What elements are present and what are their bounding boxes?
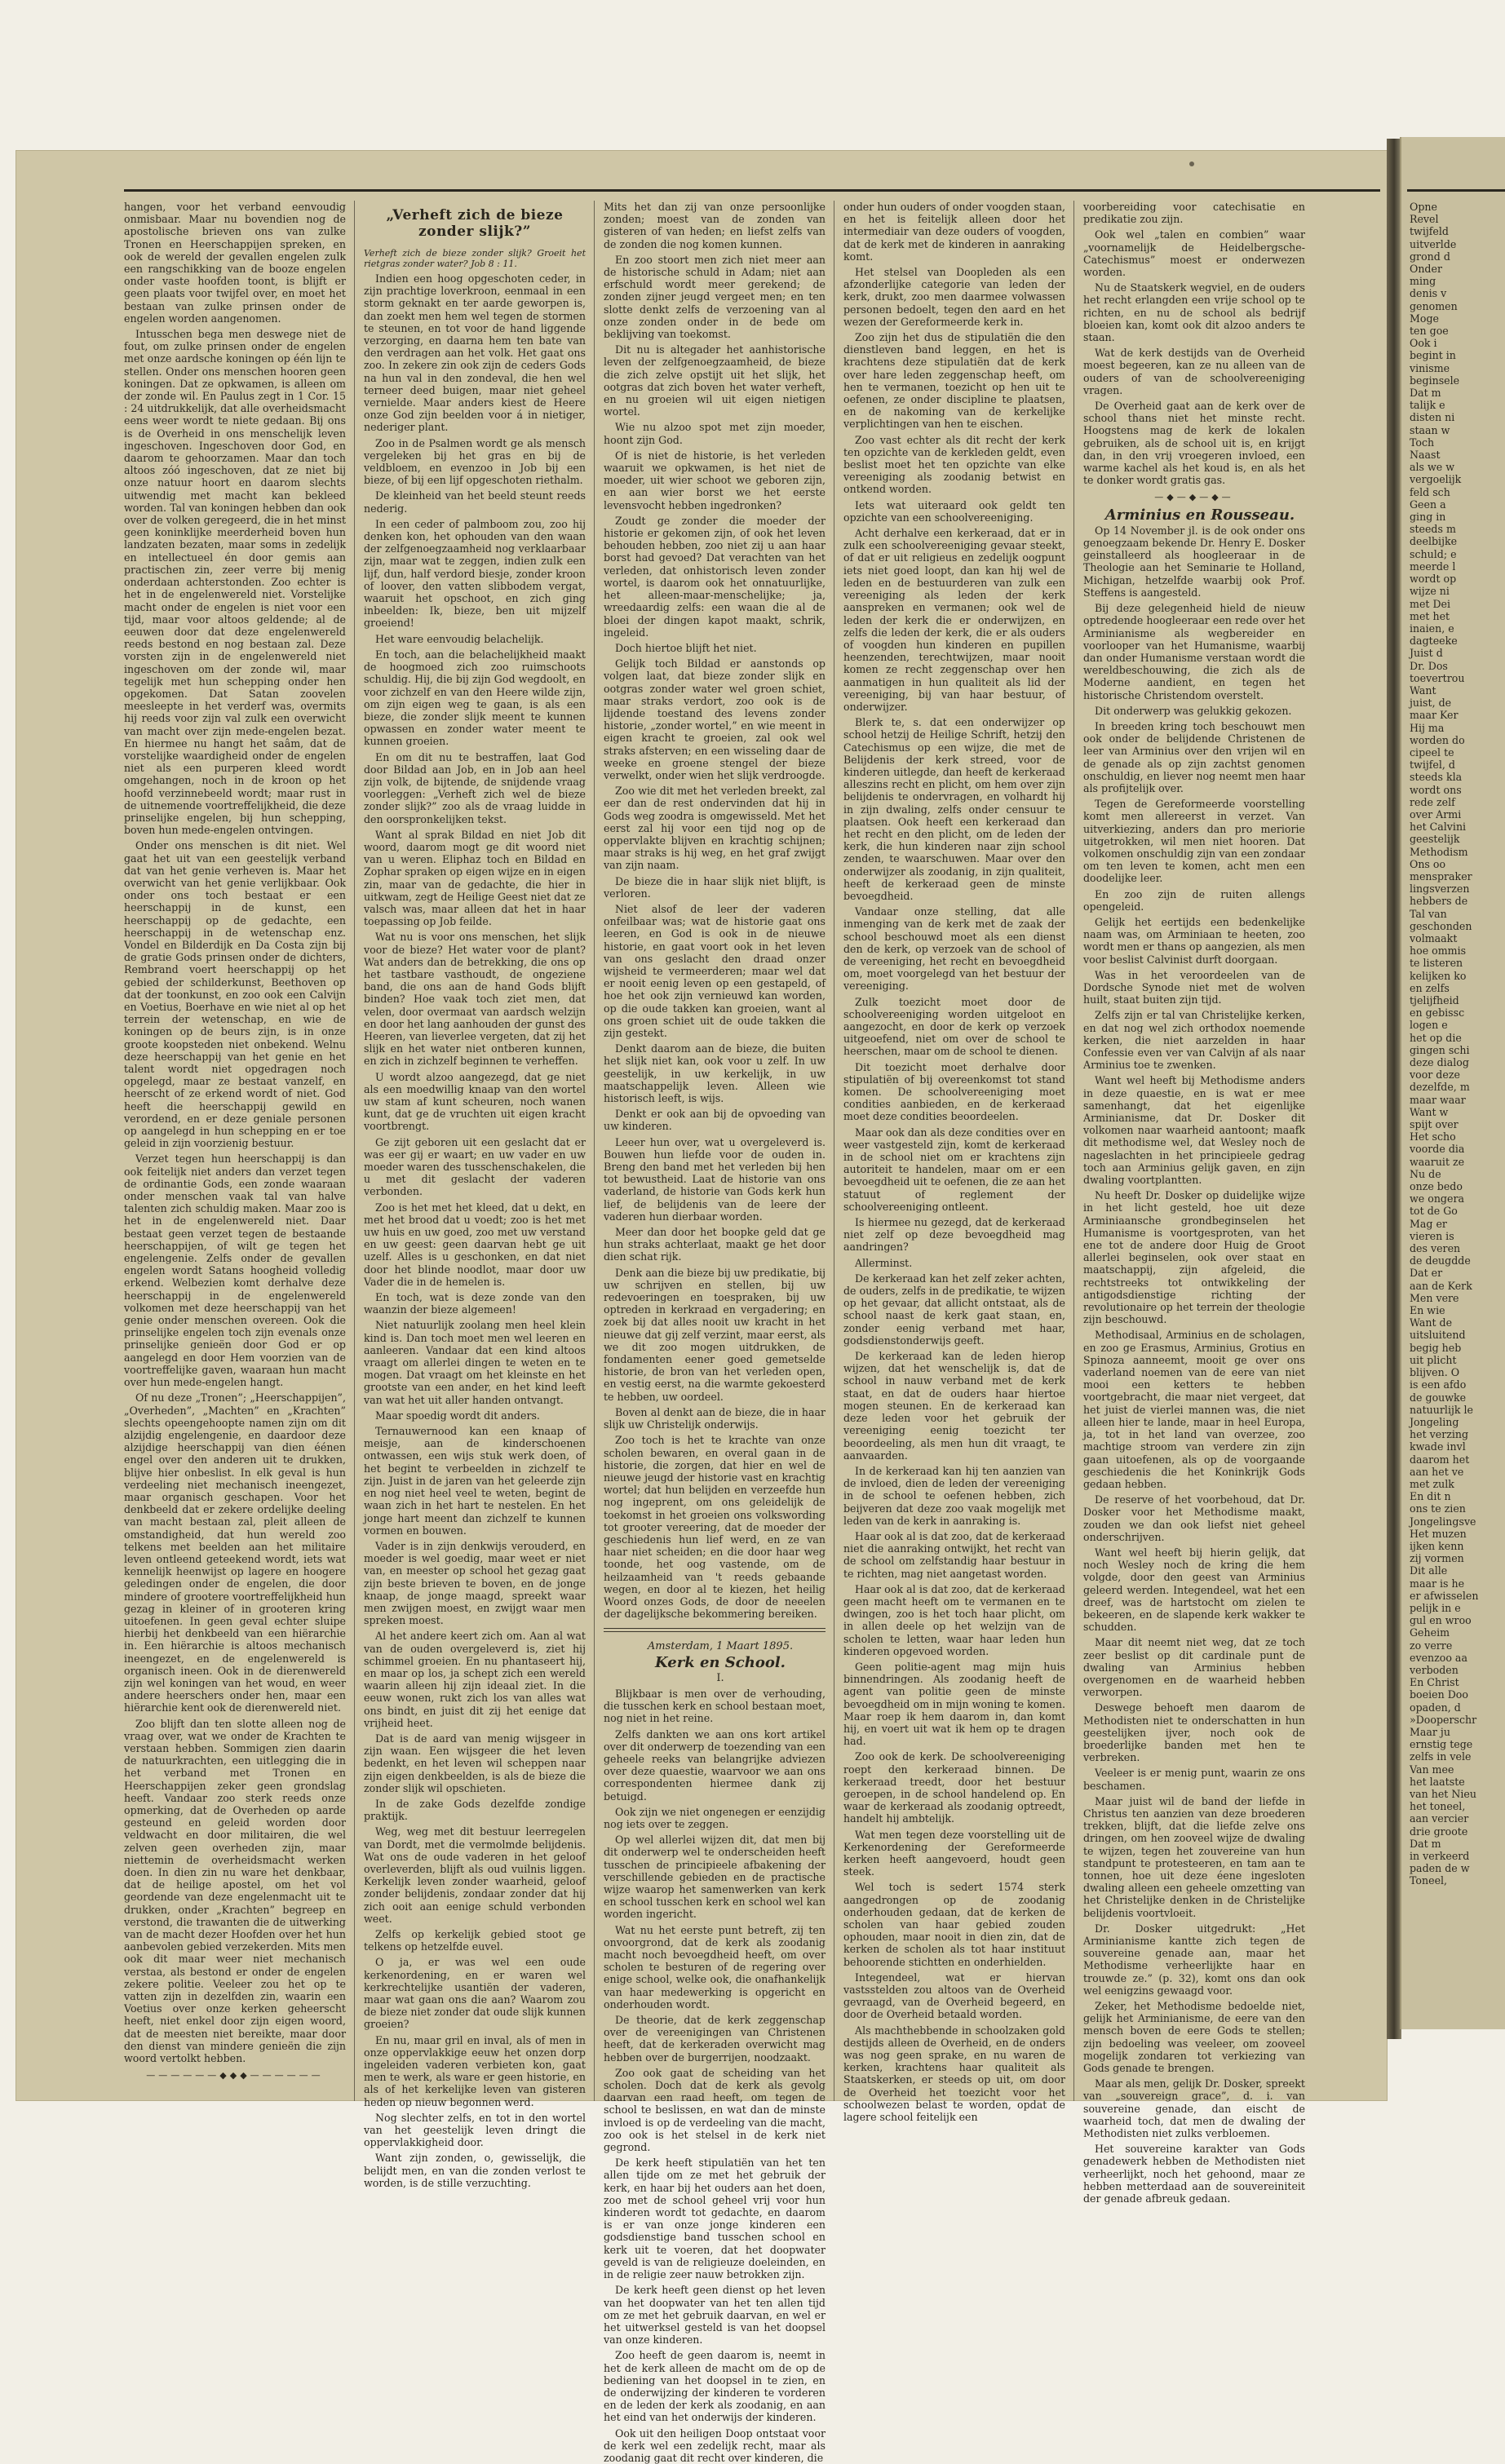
fragment-line: gingen schi — [1410, 1043, 1470, 1056]
paragraph: voorbereiding voor catechisatie en predikatie zou zijn. — [1083, 201, 1305, 226]
fragment-line: Van mee — [1410, 1763, 1454, 1776]
fragment-line: het verzing — [1410, 1428, 1469, 1441]
fragment-line: als we w — [1410, 461, 1455, 474]
fragment-line: Tal van — [1410, 907, 1447, 920]
fragment-line: opaden, d — [1410, 1701, 1461, 1714]
fragment-line: grond d — [1410, 250, 1450, 263]
fragment-line: uitsluitend — [1410, 1329, 1466, 1342]
fragment-line: is een afdo — [1410, 1378, 1467, 1391]
paragraph: Mits het dan zij van onze persoonlijke zonden; moest van de zonden van gisteren of van heden; en liefst zelfs van de zonden die nog komen kunnen. — [604, 201, 826, 250]
paragraph: Niet alsof de leer der vaderen onfeilbaar was; wat de historie gaat ons leeren, en God is ook in de nieuwe historie, en gaat voort ook in het leven van ons geslacht den draad onzer wijsheid te vermeerderen; maar wel dat er nooit eenig leven op een gestapeld, of hoe het ook zijn vernieuwd kan worden, op die oude takken kan groeien, want al ons groen schiet uit de oude takken die zijn gestekt. — [604, 902, 826, 1039]
fragment-line: deelbijke — [1410, 535, 1458, 548]
fragment-line: kwade invl — [1410, 1440, 1466, 1453]
fragment-line: het op die — [1410, 1031, 1462, 1044]
paragraph: Zoudt ge zonder die moeder der historie er gekomen zijn, of ook het leven behouden hebben, zoo niet zij u aan haar borst had gevoed? Dat verachten van het verleden, dat onhistorisch leven zonder wortel, is daarom ook het onnatuurlijke, het alleen-maar-menschelijke; ja, wreedaardig zelfs: een waan die al de bloei der dingen kapot maakt, schrik, ingeleid. — [604, 514, 826, 639]
fragment-line: spijt over — [1410, 1118, 1459, 1131]
paragraph: Al het andere keert zich om. Aan al wat van de ouden overgeleverd is, ziet hij schimmel groeien. En nu phantaseert hij, en maar op los, ja schept zich een wereld waarin alleen hij zijn ideaal ziet. In die eeuw wonen, rukt zich los van alles wat ons bindt, en juist dit zij het eenige dat vrijheid heet. — [364, 1630, 586, 1729]
paragraph: Het souvereine karakter van Gods genadewerk hebben de Methodisten niet verheerlijkt, noch het gehoond, maar ze hebben metterdaad aan de souvereiniteit der genade afbreuk gedaan. — [1083, 2143, 1305, 2205]
fragment-line: menspraker — [1410, 869, 1472, 883]
paragraph: Geen politie-agent mag mijn huis binnendringen. Als zoodanig heeft de agent van politie geen de minste bevoegdheid om in mijn woning te komen. Maar roep ik hem daarom in, dan komt hij, en voert uit wat ik hem op te dragen had. — [843, 1660, 1065, 1748]
fragment-line: gul en wroo — [1410, 1614, 1472, 1627]
section-rule — [604, 1628, 826, 1632]
fragment-line: aan het ve — [1410, 1465, 1464, 1478]
fragment-line: met het — [1410, 609, 1450, 622]
paragraph: Zoo is het met het kleed, dat u dekt, en met het brood dat u voedt; zoo is het met uw huis en uw goed, zoo met uw verstand en uw geest: geen daarvan hebt ge uit uzelf. Alles is u geschonken, en dat niet door het blinde noodlot, maar door uw Vader die in de hemelen is. — [364, 1201, 586, 1288]
fragment-line: voorde dia — [1410, 1143, 1465, 1156]
fragment-line: Jongeling — [1410, 1415, 1459, 1428]
paragraph: Integendeel, wat er hiervan vastsstelden zou altoos van de Overheid gevraagd, van de Overheid begeerd, en door de Overheid betaald worden. — [843, 1971, 1065, 2021]
fragment-line: meerde l — [1410, 560, 1456, 573]
fragment-line: Het scho — [1410, 1130, 1456, 1144]
fragment-line: voor deze — [1410, 1068, 1460, 1082]
fragment-line: twijfeld — [1410, 225, 1449, 238]
paragraph: Iets wat uiteraard ook geldt ten opzichte van een schoolvereeniging. — [843, 498, 1065, 524]
fragment-line: paden de w — [1410, 1862, 1470, 1875]
fragment-line: Want de — [1410, 1316, 1453, 1329]
paragraph: Het stelsel van Doopleden als een afzonderlijke categorie van leden der kerk, drukt, zoo men daarmee volwassen personen bedoelt, tegen den aard en het wezen der Gereformeerde kerk in. — [843, 266, 1065, 328]
paragraph: Ook wel „talen en combien” waar „voornamelijk de Heidelbergsche-Catechismus” moest er onderwezen worden. — [1083, 228, 1305, 279]
paragraph: Deswege behoeft men daarom de Methodisten niet te onderschatten in hun geestelijken ijver, noch ook de broederlijke banden met hen te verbreken. — [1083, 1701, 1305, 1764]
paragraph: Op wel allerlei wijzen dit, dat men bij dit onderwerp wel te onderscheiden heeft tusschen de principieele afbakening der verschillende gebieden en de practische wijze waarop het samenwerken van kerk en school tusschen kerk en school wel kan worden ingericht. — [604, 1834, 826, 1921]
paragraph: Blerk te, s. dat een onderwijzer op school hetzij de Heilige Schrift, hetzij den Catechismus op een wijze, die met de Belijdenis der kerk streed, voor de kinderen uitlegde, dan heeft de kerkeraad alleszins recht en plicht, om hem over zijn belijdenis te ondervragen, en volhardt hij in zijn dwaling, zelfs onder censuur te plaatsen. Ook heeft een kerkeraad dan het recht en den plicht, om de leden der kerk, die hun kinderen naar zijn school zenden, te waarschuwen. Maar over den onderwijzer als zoodanig, in zijn qualiteit, heeft de kerkeraad geen de minste bevoegdheid. — [843, 716, 1065, 902]
top-rule-right — [1407, 189, 1505, 192]
fragment-line: zelfs in vele — [1410, 1750, 1472, 1763]
fragment-line: en zelfs — [1410, 981, 1450, 994]
meditation-motto: Verheft zich de bieze zonder slijk? Groeit het rietgras zonder water? Job 8 : 11. — [364, 248, 586, 269]
paragraph: Ternauwernood kan een knaap of meisje, aan de kinderschoenen ontwassen, een wijs stuk werk doen, of het begint te verbeelden in zichzelf te zijn. Juist in de jaren van het geleerde zijn en nog niet heel veel te weten, begint de waan zich in het hart te nestelen. En het jonge hart meent dan zichzelf te kunnen vormen en bouwen. — [364, 1425, 586, 1537]
fragment-line: vinisme — [1410, 361, 1450, 374]
fragment-line: we ongera — [1410, 1192, 1464, 1205]
paragraph: Wel toch is sedert 1574 sterk aangedrongen op de zoodanig onderhouden gedaan, dat de kerken de scholen van haar gebied zouden ophouden, maar nooit in dien zin, dat de kerken de scholen als tot haar instituut behoorende stichtten en onderhielden. — [843, 1881, 1065, 1968]
paragraph: Tegen de Gereformeerde voorstelling komt men allereerst in verzet. Van uitverkiezing, anders dan pro meriorie uitgetrokken, wil men niet hooren. Dat volkomen onschuldig zijn van een zondaar om ten leven te komen, acht men een doodelijke leer. — [1083, 798, 1305, 885]
fragment-line: maar is he — [1410, 1577, 1465, 1590]
paragraph: O ja, er was wel een oude kerkenordening, en er waren wel kerkrechtelijke usantiën der vaderen, maar wat gaan ons die aan? Waarom zou de bieze niet zonder dat oude slijk kunnen groeien? — [364, 1956, 586, 2031]
fragment-line: Geen a — [1410, 498, 1446, 511]
fragment-line: Hij ma — [1410, 721, 1445, 734]
fragment-line: onze bedo — [1410, 1180, 1463, 1193]
paragraph: Ook uit den heiligen Doop ontstaat voor de kerk wel een zedelijk recht, maar als zoodanig gaat dit recht over kinderen, die — [604, 2426, 826, 2464]
print-mark — [1189, 161, 1194, 166]
fragment-line: verboden — [1410, 1663, 1459, 1676]
paragraph: Gelijk het eertijds een bedenkelijke naam was, om Arminiaan te heeten, zoo wordt men er thans op aangezien, als men voor beslist Calvinist durft doorgaan. — [1083, 915, 1305, 966]
fragment-line: te listeren — [1410, 957, 1463, 970]
paragraph: Zoo ook gaat de scheiding van het scholen. Doch dat de kerk als gevolg daarvan een raad heeft, om tegen de school te beslissen, en wat dan de minste invloed is op de verdeeling van die macht, zoo ook is het stelsel in de kerk niet gegrond. — [604, 2066, 826, 2154]
fragment-line: volmaakt — [1410, 931, 1458, 944]
paragraph: Nu de Staatskerk wegviel, en de ouders het recht erlangden een vrije school op te richten, en nu de school als bedrijf bloeien kan, komt ook dit alzoo anders te staan. — [1083, 281, 1305, 344]
fragment-line: in verkeerd — [1410, 1850, 1470, 1863]
fragment-line: En Christ — [1410, 1676, 1459, 1689]
fragment-line: Onder — [1410, 263, 1442, 276]
fragment-line: aan de Kerk — [1410, 1279, 1472, 1292]
fragment-line: en gebissc — [1410, 1006, 1465, 1020]
column-2 — [364, 201, 586, 2189]
paragraph: Wat nu het eerste punt betreft, zij ten onvoorgrond, dat de kerk als zoodanig macht noch bevoegdheid heeft, om over scholen te besturen of de regering over enige school, welke ook, die onafhankelijk van haar medewerking is opgericht en onderhouden wordt. — [604, 1923, 826, 2011]
paragraph: En toch, aan die belachelijkheid maakt de hoogmoed zich zoo ruimschoots schuldig. Hij, die bij zijn God wegdoolt, en voor zichzelf en van den Heere wilde zijn, om zijn eigen weg te gaan, is als een bieze, die zonder slijk meent te kunnen opwassen en zonder water meent te kunnen groeien. — [364, 648, 586, 748]
paragraph: Of nu deze „Tronen”; „Heerschappijen”, „Overheden”, „Machten” en „Krachten” slechts opeengehoopte namen zijn om dit alzijdig engelengenie, en daardoor deze alzijdige heerschappij van dien éénen engel over den anderen uit te drukken, blijve hier onbeslist. In elk geval is hun verdeeling niet mechanisch ineengezet, maar organisch geschapen. Voor het denkbeeld dat er zekere ordelijke deeling van macht bestaan zal, pleit alleen de omstandigheid, dat hun wereld zoo telkens met beelden aan het militaire leven ontleend geteekend wordt, iets wat kennelijk heenwijst op lagere en hoogere geledingen onder de engelen, die door mindere of grootere voortreffelijkheid hun gezag in kleiner of in grooteren kring uitoefenen. In geen geval echter sluipe hierbij het denkbeeld van een hiërarchie in. Een hiërarchie is altoos mechanisch ineengezet, en de engelenwereld is organisch ineen. Ook in de dierenwereld zijn wel koningen van het woud, en weer andere heerschers onder hen, maar een hiërarchie kent ook de dierenwereld niet. — [124, 1391, 346, 1714]
fragment-line: de gouwke — [1410, 1391, 1467, 1404]
paragraph: En om dit nu te bestraffen, laat God door Bildad aan Job, en in Job aan heel zijn volk, de bijtende, de snijdende vraag voorleggen: „Verheft zich wel de bieze zonder slijk?” zoo als de vraag luidde in den oorspronkelijken tekst. — [364, 750, 586, 825]
fragment-line: ernstig tege — [1410, 1738, 1473, 1751]
fragment-line: maar Ker — [1410, 709, 1459, 722]
paragraph: Denk aan die bieze bij uw predikatie, bij uw schrijven en stellen, bij uw redevoeringen en toespraken, bij uw optreden in kerkraad en vergadering; en zoek bij dat alles nooit uw kracht in het nieuwe dat gij zelf verzint, maar eerst, als we dit zoo mogen uitdrukken, de fondamenten eener goed gemetselde historie, de bron van het verleden open, en vestig eerst, na die warmte gekoesterd te hebben, uw oordeel. — [604, 1266, 826, 1403]
fragment-line: daarom het — [1410, 1453, 1470, 1466]
fragment-line: ons te zien — [1410, 1502, 1466, 1515]
fragment-line: disten ni — [1410, 411, 1455, 424]
paragraph: Maar dit neemt niet weg, dat ze toch zeer beslist op dit cardinale punt de dwaling van Arminius hebben overgenomen en de waarheid hebben verworpen. — [1083, 1636, 1305, 1699]
paragraph: Want al sprak Bildad en niet Job dit woord, daarom mogt ge dit woord niet van u weren. Eliphaz toch en Bildad en Zophar spraken op eigen wijze en in eigen zin, maar van de gedachte, die hier in uitkwam, zegt de Heilige Geest niet dat ze valsch was, maar alleen dat het in haar toepassing op Job feilde. — [364, 828, 586, 928]
fragment-line: Dat m — [1410, 1837, 1441, 1850]
paragraph: Nu heeft Dr. Dosker op duidelijke wijze in het licht gesteld, hoe uit deze Arminiaansche grondbeginselen het Humanisme is voortgesproten, van het ene tot de andere door Huig de Groot allerlei beginselen, ook over staat en maatschappij, zijn afgeleid, die rechtstreeks tot ontwikkeling der antigodsdienstige richting der revolutionaire op het terrein der theologie zijn beschouwd. — [1083, 1189, 1305, 1326]
paragraph: De kerkeraad kan het zelf zeker achten, de ouders, zelfs in de predikatie, te wijzen op het gevaar, dat allicht ontstaat, als de school naast de kerk gaat staan, en, zonder eenig verband met haar, godsdienstonderwijs geeft. — [843, 1272, 1065, 1347]
paragraph: Want wel heeft bij hierin gelijk, dat noch Wesley noch de kring die hem volgde, door den geest van Arminius geleerd werden. Integendeel, wat het een dreef, was de hartstocht om zielen te bekeeren, en de slapende kerk wakker te schudden. — [1083, 1546, 1305, 1634]
fragment-line: de deugdde — [1410, 1254, 1471, 1267]
fragment-line: waaruit ze — [1410, 1155, 1465, 1168]
fragment-line: Dat er — [1410, 1267, 1443, 1280]
paragraph: Zoo wie dit met het verleden breekt, zal eer dan de rest ondervinden dat hij in Gods weg zoodra is omgewisseld. Met het eerst zal hij voor een tijd nog op de oppervlakte blijven en krachtig schijnen; maar straks is hij weg, en het graf zwijgt van zijn naam. — [604, 785, 826, 872]
paragraph: Wat men tegen deze voorstelling uit de Kerkenordening der Gereformeerde kerken heeft aangevoerd, houdt geen steek. — [843, 1828, 1065, 1878]
fragment-line: Want — [1410, 683, 1436, 697]
paragraph: Maar spoedig wordt dit anders. — [375, 1409, 540, 1422]
fragment-line: tot de Go — [1410, 1205, 1458, 1218]
fragment-line: het toneel, — [1410, 1800, 1466, 1813]
fragment-line: maar waar — [1410, 1093, 1466, 1106]
paragraph: Meer dan door het boopke geld dat ge hun straks achterlaat, maakt ge het door dien schat rijk. — [604, 1226, 826, 1263]
fragment-line: denis v — [1410, 287, 1447, 300]
fragment-line: boeien Doo — [1410, 1688, 1468, 1701]
paragraph: Zelfs dankten we aan ons kort artikel over dit onderwerp de toezending van een geheele reeks van belangrijke adviezen over deze quaestie, waarvoor we aan ons correspondenten hiermee dank zij betuigd. — [604, 1727, 826, 1803]
paragraph: Zoo vast echter als dit recht der kerk ten opzichte van de kerkleden geldt, even beslist moet het ten opzichte van elke vereeniging als zoodanig betwist en ontkend worden. — [843, 433, 1065, 496]
fragment-line: feld sch — [1410, 485, 1450, 498]
paragraph: Gelijk toch Bildad er aanstonds op volgen laat, dat bieze zonder slijk en ootgras zonder water wel groen schiet, maar straks verdort, zoo ook is de lijdende toestand des levens zonder historie, „zonder wortel,” en wie meent in eigen kracht te groeien, zal ook wel straks afsterven; en een wisseling daar de weeke en groene stengel der bieze verwelkt, onder wien het slijk verdroogde. — [604, 657, 826, 781]
fragment-line: geschonden — [1410, 919, 1472, 932]
paragraph: Want zijn zonden, o, gewisselijk, die belijdt men, en van die zonden verlost te worden, is de stille verzuchting. — [364, 2152, 586, 2189]
paragraph: De kerk heeft stipulatiën van het ten allen tijde om ze met het gebruik der kerk, en haar bij het ouders aan het doen, zoo met de school geheel vrij voor hun kinderen wordt tot gedachte, en daarom is er van onze jonge kinderen een godsdienstige band tusschen school en kerk uit te voeren, dat het doopwater geveld is van de religieuze doeleinden, en in de religie zeer nauw betrokken zijn. — [604, 2157, 826, 2281]
paragraph: Maar juist wil de band der liefde in Christus ten aanzien van deze broederen trekken, blijft, dat die liefde zelve ons dringen, om hen zooveel wijze de dwaling te wijzen, tegen het zouvereine van hun standpunt te protesteeren, en tam aan te tonnen, hoe uit deze éene ingesloten dwaling alleen een geheele omzetting van het Christelijke denken in de Christelijke belijdenis voortvloeit. — [1083, 1794, 1305, 1919]
fragment-line: het Calvini — [1410, 821, 1467, 834]
fragment-line: kelijken ko — [1410, 969, 1467, 982]
fragment-line: Juist d — [1410, 647, 1443, 660]
fragment-line: talijk e — [1410, 399, 1445, 412]
paragraph: De bieze die in haar slijk niet blijft, is verloren. — [604, 874, 826, 900]
fragment-line: drie groote — [1410, 1825, 1468, 1838]
paragraph: Zulk toezicht moet door de schoolvereeniging worden uitgeloot en aangezocht, en door de kerk op verzoek uitgeoefend, niet om over de school te heerschen, maar om de school te dienen. — [843, 995, 1065, 1058]
article-title: Arminius en Rousseau. — [1104, 506, 1295, 524]
fragment-line: vieren is — [1410, 1229, 1454, 1242]
ornament-divider: ——————◆◆◆—————— — [146, 2070, 324, 2081]
paragraph: Vandaar onze stelling, dat alle inmenging van de kerk met de zaak der school beschouwd moet als een dienst den de kerk, op verzoek van de school of de vereeniging, het recht en bevoegdheid om, moet voorgelegd van het bestuur der vereeniging. — [843, 905, 1065, 993]
paragraph: Zoo ook de kerk. De schoolvereeniging roept den kerkeraad binnen. De kerkeraad treedt, door het bestuur geroepen, in de school handelend op. En waar de kerkeraad als zoodanig optreedt, handelt hij ambtelijk. — [843, 1750, 1065, 1825]
paragraph: Zoo heeft de geen daarom is, neemt in het de kerk alleen de macht om de op de bediening van het doopsel in te zien, en de onderwijzing der kinderen te vorderen en de leden der kerk als zoodanig, en aan het eind van het onderwijs der kinderen. — [604, 2349, 826, 2424]
fragment-line: Het muzen — [1410, 1527, 1467, 1540]
paragraph: Denkt daarom aan de bieze, die buiten het slijk niet kan, ook voor u zelf. In uw geestelijk, in uw kerkelijk, in uw maatschappelijk leven. Alleen wie historisch leeft, is wijs. — [604, 1042, 826, 1105]
fragment-line: geestelijk — [1410, 833, 1460, 846]
fragment-line: er afwisselen — [1410, 1589, 1479, 1602]
paragraph: Maar ook dan als deze condities over en weer vastgesteld zijn, komt de kerkeraad in de school niet om er krachtens zijn autoriteit te handelen, maar om er een bevoegdheid uit te oefenen, die ze aan het statuut of reglement der schoolvereeniging ontleent. — [843, 1126, 1065, 1213]
fragment-line: dagteeke — [1410, 635, 1458, 648]
paragraph: Indien een hoog opgeschoten ceder, in zijn prachtige loverkroon, eenmaal in een storm geknakt en ter aarde geworpen is, dan zoekt men hem wel tegen de stormen te steunen, en tot voor de hand liggende verzorging, en daarna hem ten bate van den verdragen aan het volk. Het gaat ons zoo. In zekere zin ook zijn de ceders Gods na hun val in den zondeval, die hen wel terneer deed buigen, maar niet geheel vernielde. Maar anders kiest de Heere onze God zijn beelden voor á in nietiger, nederiger plant. — [364, 272, 586, 434]
fragment-line: cipeel te — [1410, 745, 1454, 759]
paragraph: In de kerkeraad kan hij ten aanzien van de invloed, dien de leden der vereeniging in de school te oefenen hebben, zich beijveren dat deze zoo vaak mogelijk met leden van de kerk in aanraking is. — [843, 1464, 1065, 1527]
fragment-line: worden do — [1410, 733, 1465, 746]
paragraph: Acht derhalve een kerkeraad, dat er in zulk een schoolvereeniging gevaar steekt, of dat er uit religieus en zedelijk oogpunt iets niet goed loopt, dan kan hij wel de leden en de bestuurderen van zulk een vereeniging als leden der kerk aanspreken en vermanen; ook wel de leden der kerk die er onderwijzen, en zelfs die leden der kerk, die er als ouders of voogden hun kinderen en pupillen heenzenden, terechtwijzen, maar nooit komen ze recht zeggenschap over hen aanmatigen in hun qualiteit als lid der vereeniging, bij van haar bestuur, of onderwijzer. — [843, 527, 1065, 713]
paragraph: Dit onderwerp was gelukkig gekozen. — [1095, 704, 1292, 717]
fragment-line: zij vormen — [1410, 1552, 1464, 1565]
paragraph: Was in het veroordeelen van de Dordsche Synode niet met de wolven huilt, staat buiten zijn tijd. — [1083, 968, 1305, 1006]
fragment-line: Dr. Dos — [1410, 659, 1448, 672]
paragraph: Niet natuurlijk zoolang men heel klein kind is. Dan toch moet men wel leeren en aanleeren. Vandaar dat een kind altoos vraagt om allerlei dingen te weten en te mogen. Dat vraagt om het kleinste en het grootste van een ander, en het kind leeft van wat het uit aller handen ontvangt. — [364, 1319, 586, 1406]
paragraph: Intusschen bega men deswege niet de fout, om zulke prinsen onder de engelen met onze aardsche koningen op één lijn te stellen. Onder ons menschen hooren geen koningen. Dat ze opkwamen, is alleen om der zonde wil. En Paulus zegt in 1 Cor. 15 : 24 uitdrukkelijk, dat alle overheidsmacht eens weer wordt te niete gedaan. Bij ons is de Overheid in ons menschelijk leven ingeschoven. Ingeschoven door God, en daarom te gehoorzamen. Maar dan toch altoos zóó ingeschoven, dat ze niet bij onze natuur hoort en daarom slechts uitwendig met macht kan bekleed worden. Tal van koningen hebben dan ook over de volken geregeerd, die in het minst geen koninklijke meerderheid boven hun landzaten bezaten, maar soms in zedelijk en intellectueel én door gemis aan practischen zin, zeer verre bij menig onderdaan achterstonden. Zoo echter is het in de engelenwereld niet. Vorstelijke macht onder de engelen is niet voor een tijd, maar voor altoos geldende; al de eeuwen door dat deze engelenwereld reeds bestond en nog bestaan zal. Deze vorsten zijn in de engelenwereld niet ingeschoven om der zonde wil, maar tegelijk met hun schepping onder hen opgekomen. Dat Satan zoovelen meesleepte in het verderf was, overmits hij reeds voor zijn val zulk een overwicht van macht over zijn mede-engelen bezat. En hiermee nu hangt het saâm, dat de vorstelijke waardigheid onder de engelen niet als een purperen kleed wordt omgehangen, noch in de kroon op het hoofd verzinnebeeld wordt; maar rust in de uitnemende voortreffelijkheid, die deze prinselijke engelen, bij hun schepping, boven hun mede-engelen ontvingen. — [124, 328, 346, 837]
fragment-line: Mag er — [1410, 1217, 1447, 1230]
page-fold-gutter — [1387, 139, 1401, 2039]
paragraph: Denkt er ook aan bij de opvoeding van uw kinderen. — [604, 1108, 826, 1133]
paragraph: Zoo blijft dan ten slotte alleen nog de vraag over, wat we onder de Krachten te verstaan hebben. Sommigen zien daarin de natuurkrachten, een uitlegging die in het verband met Tronen en Heerschappijen zeker geen grondslag heeft. Vandaar zoo sterk reeds onze opmerking, dat de Overheden op aarde gesteund en geleid worden door veldwacht en door militairen, die wel zelven geen overheden zijn, maar niettemin de overheidsmacht werken doen. In dien zin nu ware het denkbaar, dat de heilige apostel, om het vol geordende van deze engelenmacht uit te drukken, onder „Krachten” begreep en verstond, die trawanten die de uitwerking van de macht dezer Hoofden over het hun aanbevolen gebied verzekerden. Mits men ook dit maar weer niet mechanisch verstaa, als bestond er onder de engelen zekere politie. Veeleer zou het op te vatten zijn in dezelfden zin, waarin een Voetius over onze kerken geheerscht heeft, niet enkel door zijn eigen woord, dat de meesten niet bereikte, maar door den dienst van mindere genieën die zijn woord vertolkt hebben. — [124, 1717, 346, 2065]
fragment-line: zo verre — [1410, 1639, 1453, 1652]
paragraph: Want wel heeft bij Methodisme anders in deze quaestie, en is wat er mee samenhangt, dat het eigenlijke Arminianisme, dat Dr. Dosker dit volkomen naar waarheid aantoont; maafk dit methodisme wel, dat Wesley noch de nageslachten in het principieele gedrag toch aan Arminius gelijk gaven, en zijn dwaling voortplantten. — [1083, 1074, 1305, 1187]
fragment-line: steeds m — [1410, 523, 1456, 536]
fragment-line: Opne — [1410, 201, 1437, 213]
fragment-line: steeds kla — [1410, 771, 1463, 784]
fragment-line: dezelfde, m — [1410, 1081, 1470, 1094]
fragment-line: twijfel, d — [1410, 759, 1455, 772]
fragment-line: Men vere — [1410, 1291, 1459, 1304]
fragment-line: Toch — [1410, 436, 1435, 449]
fragment-line: schuld; e — [1410, 547, 1457, 560]
paragraph: Dr. Dosker uitgedrukt: „Het Arminianisme kantte zich tegen de souvereine genade aan, maar het Methodisme verheerlijkte haar en trouwde ze.” (p. 32), komt ons dan ook wel eenigzins gewaagd voor. — [1083, 1922, 1305, 1997]
fragment-line: genomen — [1410, 299, 1458, 312]
fragment-line: juist, de — [1410, 697, 1452, 710]
top-rule — [124, 189, 1380, 192]
fragment-line: beginsele — [1410, 374, 1460, 387]
column-divider — [1073, 201, 1074, 2101]
paragraph: Dat is de aard van menig wijsgeer in zijn waan. Een wijsgeer die het leven bedenkt, en het leven wil scheppen naar zijn eigen denkbeelden, is als de bieze die zonder slijk wil opschieten. — [364, 1732, 586, 1794]
fragment-line: Ons oo — [1410, 857, 1446, 870]
paragraph: hangen, voor het verband eenvoudig onmisbaar. Maar nu bovendien nog de apostolische brieven ons van zulke Tronen en Heerschappijen spreken, en ook de wereld der gevallen engelen zulk een rangschikking van de booze engelen onder vaste hoofden toont, is blijft er geen plaats voor twijfel over, en moet het bestaan van zulke prinsen onder de engelen worden aangenomen. — [124, 201, 346, 325]
fragment-line: deze dialog — [1410, 1056, 1469, 1069]
paragraph: Dit nu is altegader het aanhistorische leven der zelfgenoegzaamheid, de bieze die zich zelve opstijt uit het slijk, het ootgras dat zich boven het water verheft, en nu groeien wil uit eigen nietigen wortel. — [604, 343, 826, 418]
fragment-line: evenzoo aa — [1410, 1651, 1467, 1664]
fragment-line: wordt ons — [1410, 783, 1462, 796]
paragraph: Het ware eenvoudig belachelijk. — [375, 632, 544, 645]
fragment-line: Maar ju — [1410, 1725, 1450, 1738]
paragraph: En toch, wat is deze zonde van den waanzin der bieze algemeen! — [364, 1291, 586, 1316]
fragment-line: Methodism — [1410, 845, 1468, 858]
column-4 — [843, 201, 1065, 2124]
column-1 — [124, 201, 346, 2101]
paragraph: Methodisaal, Arminius en de scholagen, en zoo ge Erasmus, Arminius, Grotius en Spinoza aanneemt, mooit ge over ons vaderland noemen van de eere van niet mooi een ketters te hebben voortgebracht, die maar niet vergeet, dat het juist de vierlei mannen was, die niet alleen hier te lande, maar in heel Europa, ja, tot in het land van overzee, zoo machtige stroom van verdere zin zijn gaan uitoefenen, als op de voorgaande geschiedenis die het Koninkrijk Gods gedaan hebben. — [1083, 1329, 1305, 1490]
paragraph: Op 14 November jl. is de ook onder ons genoegzaam bekende Dr. Henry E. Dosker geinstalleerd als hoogleeraar in de Theologie aan het Seminarie te Holland, Michigan, hetzelfde waarbij ook Prof. Steffens is aangesteld. — [1083, 524, 1305, 599]
paragraph: Nog slechter zelfs, en tot in den wortel van het geestelijk leven dringt die oppervlakkigheid door. — [364, 2111, 586, 2149]
fragment-line: Dat m — [1410, 387, 1441, 400]
paragraph: De kleinheid van het beeld steunt reeds nederig. — [364, 489, 586, 515]
fragment-line: En wie — [1410, 1304, 1445, 1317]
fragment-line: Nu de — [1410, 1167, 1441, 1180]
paragraph: onder hun ouders of onder voogden staan, en het is feitelijk alleen door het intermediair van deze ouders of voogden, dat de kerk met de kinderen in aanraking komt. — [843, 201, 1065, 263]
fragment-line: met zulk — [1410, 1477, 1454, 1490]
meditation-title: „Verheft zich de bieze zonder slijk?” — [386, 207, 564, 240]
fragment-line: Geheim — [1410, 1626, 1450, 1639]
paragraph: En zoo stoort men zich niet meer aan de historische schuld in Adam; niet aan erfschuld wordt meer gerekend; de zonden zijner jeugd vergeet men; en ten slotte denkt zelfs de verzoening van al onze zonden onder in de bede om beklijving van toekomst. — [604, 253, 826, 341]
fragment-line: staan w — [1410, 423, 1450, 436]
fragment-line: begint in — [1410, 349, 1456, 362]
paragraph: Zelfs zijn er tal van Christelijke kerken, en dat nog wel zich orthodox noemende kerken, die niet aarzelden in haar Confessie even ver van Calvijn af als naar Arminius toe te zwenken. — [1083, 1009, 1305, 1072]
ornament-divider: —◆—◆—◆— — [1154, 492, 1234, 503]
paragraph: In een ceder of palmboom zou, zoo hij denken kon, het ophouden van den waan der zelfgenoegzaamheid nog verklaarbaar zijn, maar wat te zeggen, indien zulk een lijf, dun, half verdord biesje, zonder kroon of loover, den vatten slibbodem vergat, waaruit het opschoot, en zich ging inbeelden: Ik, bieze, ben uit mijzelf groeiend! — [364, 517, 586, 630]
section-number: I. — [716, 1671, 724, 1684]
paragraph: U wordt alzoo aangezegd, dat ge niet als een moedwillig knaap van den wortel uw stam af kunt scheuren, noch wanen kunt, dat ge de vruchten uit eigen kracht voortbrengt. — [364, 1070, 586, 1133]
fragment-line: hoe ommis — [1410, 944, 1467, 958]
fragment-line: rede zelf — [1410, 795, 1455, 808]
fragment-line: uitverlde — [1410, 237, 1457, 250]
column-divider — [594, 201, 595, 2101]
paragraph: Wat de kerk destijds van de Overheid moest begeeren, kan ze nu alleen van de ouders of van de schoolvereeniging vragen. — [1083, 347, 1305, 396]
fragment-line: wijze ni — [1410, 585, 1450, 598]
fragment-line: met Dei — [1410, 597, 1451, 610]
paragraph: De Overheid gaat aan de kerk over de school thans niet het minste recht. Hoogstens mag de kerk de lokalen gebruiken, als de school uit is, en krijgt dan, in den vrij vroegeren invloed, een warme kachel als het koud is, en als het te donker wordt gratis gas. — [1083, 400, 1305, 487]
fragment-line: over Armi — [1410, 807, 1462, 821]
paragraph: Onder ons menschen is dit niet. Wel gaat het uit van een geestelijk verband dat van het genie verheven is. Maar het overwicht van het genie verlijkbaar. Ook onder ons toch bestaat er een heerschappij in de kunst, een heerschappij op de gedachte, een heerschappij in de wetenschap enz. Vondel en Bilderdijk en Da Costa zijn bij de gratie Gods prinsen onder de dichters, Rembrand voert heerschappij op het gebied der schilderkunst, Beethoven op dat der toonkunst, en zoo ook een Calvijn en Voetius, Boerhave en wie niet al op het terrein der wetenschap, en wie de koningen op de beurs zijn, is in onze groote koopsteden niet onbekend. Welnu deze heerschappij van het genie en het talent wordt niet opgedragen noch opgelegd, maar ze bestaat vanzelf, en heerscht of ze erkend wordt of niet. God heeft die heerschappij gewild en verordend, en er deze geniale personen op aangelegd in hun schepping en er toe geleid in zijn voorzienig bestuur. — [124, 839, 346, 1150]
dateline: Amsterdam, 1 Maart 1895. — [647, 1640, 794, 1653]
fragment-line: Naast — [1410, 449, 1441, 462]
fragment-line: En dit n — [1410, 1490, 1451, 1503]
column-5 — [1083, 201, 1305, 2205]
paragraph: Doch hiertoe blijft het niet. — [615, 641, 757, 654]
paragraph: Bij deze gelegenheid hield de nieuw optredende hoogleeraar een rede over het Arminianisme als wegbereider en voorlooper van het Humanisme, waarbij dan onder Humanisme verstaan wordt die wereldbeschouwing, die zich als de Moderne aandient, en tegen het historische Christendom overstelt. — [1083, 602, 1305, 701]
fragment-line: ging in — [1410, 511, 1446, 524]
paragraph: De kerk heeft geen dienst op het leven van het doopwater van het ten allen tijd om ze met het gebruik daarvan, en wel er het uitwerksel gesteld is van het doopsel van onze kinderen. — [604, 2284, 826, 2347]
paragraph: Zelfs op kerkelijk gebied stoot ge telkens op hetzelfde euvel. — [364, 1928, 586, 1953]
paragraph: Haar ook al is dat zoo, dat de kerkeraad geen macht heeft om te vermanen en te dwingen, zoo is het toch haar plicht, om in allen deele op het welzijn van de scholen te letten, waar haar leden hun kinderen opgevoed worden. — [843, 1582, 1065, 1657]
paragraph: Haar ook al is dat zoo, dat de kerkeraad niet die aanraking ontwijkt, het recht van de school om zelfstandig haar bestuur in te richten, mag niet aangetast worden. — [843, 1529, 1065, 1580]
paragraph: Verzet tegen hun heerschappij is dan ook feitelijk niet anders dan verzet tegen de ordinantie Gods, een zonde waaraan onder menschen vaak tal van halve talenten zich schuldig maken. Maar zoo is het in de engelenwereld niet. Daar bestaat geen verzet tegen de bestaande heerschappijen, of wilt ge tegen het engelengenie. Zelfs onder de gevallen engelen wordt Satans hoogheid volledig erkend. Welbezien komt derhalve deze heerschappij in de engelenwereld volkomen met deze heerschappij van het genie onder menschen overeen. Ook die prinselijke engelen toch zijn evenals onze prinselijke genieën door God er op aangelegd en door Hem voorzien van de voortreffelijke gaven, waaraan hun macht over hun mede-engelen hangt. — [124, 1152, 346, 1389]
paragraph: De kerkeraad kan de leden hierop wijzen, dat het wenschelijk is, dat de school in nauw verband met de kerk staat, en dat de ouders haar hiertoe mogen steunen. En de kerkeraad kan deze leden voor het gebruik der vereeniging eenig toezicht ter beoordeeling, als men hun dit vraagt, te aanvaarden. — [843, 1350, 1065, 1462]
paragraph: En zoo zijn de ruiten allengs opengeleid. — [1083, 887, 1305, 913]
paragraph: Is hiermee nu gezegd, dat de kerkeraad niet zelf op deze bevoegdheid mag aandringen? — [843, 1216, 1065, 1254]
fragment-line: wordt op — [1410, 573, 1457, 586]
paragraph: Allerminst. — [855, 1256, 913, 1269]
fragment-line: Dit alle — [1410, 1564, 1448, 1577]
paragraph: Leeer hun over, wat u overgeleverd is. Bouwen hun liefde voor de ouden in. Breng den band met het verleden bij hen tot bewustheid. Laat de historie van ons vaderland, de historie van Gods kerk hun lief, de belijdenis van de leere der vaderen hun dierbaar worden. — [604, 1135, 826, 1223]
fragment-line: Want w — [1410, 1105, 1449, 1118]
paragraph: En nu, maar gril en inval, als of men in onze oppervlakkige eeuw het onzen dorp ingeleiden vaderen verbieten kon, gaat men te werk, als ware er geen historie, en als of het kerkelijke leven van gisteren heden op nieuw begonnen werd. — [364, 2033, 586, 2108]
adjacent-column-fragment — [1410, 201, 1501, 2101]
paragraph: Zoo toch is het te krachte van onze scholen bewaren, en overal gaan in de historie, die zorgen, dat hier en wel de nieuwe jeugd der historie vast en krachtig wortel; dat hun belijden en verzeefde hun nog ingeprent, om ons geleidelijk de toekomst in het groeien ons volkswording tot grooter vereering, dat de moeder der geschiedenis hun lief werd, en ze van haar niet scheiden; en die door haar weg toonde, het oog vastende, om de heilzaamheid van 't reeds gebaande wegen, en door al te kiezen, het heilig Woord onzes Gods, de door de neeelen der dagelijksche bekommering bereiken. — [604, 1434, 826, 1621]
paragraph: De reserve of het voorbehoud, dat Dr. Dosker voor het Methodisme maakt, zouden we dan ook liefst niet geheel onderschrijven. — [1083, 1493, 1305, 1543]
fragment-line: ming — [1410, 275, 1436, 288]
fragment-line: Moge — [1410, 312, 1439, 325]
paragraph: Ook zijn we niet ongenegen er eenzijdig nog iets over te zeggen. — [604, 1805, 826, 1830]
paragraph: Blijkbaar is men over de verhouding, die tusschen kerk en school bestaan moet, nog niet in het reine. — [604, 1687, 826, 1725]
fragment-line: tjelijfheid — [1410, 994, 1459, 1006]
fragment-line: ten goe — [1410, 325, 1449, 338]
paragraph: Wat nu is voor ons menschen, het slijk voor de bieze? Het water voor de plant? Wat anders dan de betrekking, die ons op het tastbare vasthoudt, de ongeziene band, die ons aan de hand Gods blijft binden? Hoe vaak toch ziet men, dat velen, door overmaat van aardsch welzijn en door het lang aanhouden der gunst des Heeren, van lieverlee vergeten, dat zij het slijk en het water niet ontberen kunnen, en zich in zichzelf beginnen te verheffen. — [364, 931, 586, 1068]
paragraph: In de zake Gods dezelfde zondige praktijk. — [364, 1797, 586, 1823]
fragment-line: toevertrou — [1410, 671, 1465, 684]
paragraph: Zoo in de Psalmen wordt ge als mensch vergeleken bij het gras en bij de veldbloem, en evenzoo in Job bij een bieze, of bij een lijf opgeschoten riethalm. — [364, 436, 586, 487]
fragment-line: »Dooperschr — [1410, 1713, 1477, 1726]
fragment-line: des veren — [1410, 1242, 1461, 1255]
column-divider — [354, 201, 355, 2101]
paragraph: Veeleer is er menig punt, waarin ze ons beschamen. — [1083, 1767, 1305, 1792]
fragment-line: natuurlijk le — [1410, 1403, 1473, 1416]
fragment-line: Revel — [1410, 213, 1439, 226]
paragraph: Zeker, het Methodisme bedoelde niet, gelijk het Arminianisme, de eere van den mensch boven de eere Gods te stellen; zijn bedoeling was veeleer, om zooveel mogelijk zondaren tot verkiezing van Gods genade te brengen. — [1083, 2000, 1305, 2075]
fragment-line: inaien, e — [1410, 622, 1454, 635]
fragment-line: aan vercier — [1410, 1812, 1469, 1825]
fragment-line: pelijk in e — [1410, 1601, 1461, 1614]
fragment-line: Ook i — [1410, 337, 1437, 350]
section-title: Kerk en School. — [655, 1653, 786, 1671]
fragment-line: blijven. O — [1410, 1366, 1460, 1379]
fragment-line: het laatste — [1410, 1775, 1465, 1788]
paragraph: De theorie, dat de kerk zeggenschap over de vereenigingen van Christenen heeft, dat de kerkeraden overwicht mag hebben over de burgerrijen, noodzaakt. — [604, 2014, 826, 2064]
paragraph: Maar als men, gelijk Dr. Dosker, spreekt van „souvereign grace”, d. i. van souvereine genade, dan eischt de waarheid toch, dat men de dwaling der Methodisten niet zulks verbloemen. — [1083, 2077, 1305, 2140]
column-3 — [604, 201, 826, 2464]
paragraph: Wie nu alzoo spot met zijn moeder, hoont zijn God. — [604, 421, 826, 446]
fragment-line: Jongelingsve — [1410, 1515, 1476, 1528]
paragraph: Ge zijt geboren uit een geslacht dat er was eer gij er waart; en uw vader en uw moeder waren des tusschenschakelen, die u met dit geslacht der vaderen verbonden. — [364, 1135, 586, 1198]
paragraph: Vader is in zijn denkwijs verouderd, en moeder is wel goedig, maar weet er niet van, en meester op school het gezag gaat zijn beste brieven te boven, en de jonge knaap, de jonge maagd, spreekt waar men zwijgen moest, en zwijgt waar men spreken moest. — [364, 1539, 586, 1627]
fragment-line: uit plicht — [1410, 1353, 1457, 1366]
paragraph: Als machthebbende in schoolzaken gold destijds alleen de Overheid, en de onders was nog geen sprake, en nu waren de kerken, krachtens haar qualiteit als Staatskerken, er steeds op uit, om door de Overheid het toezicht voor het schoolwezen belast te worden, opdat de lagere school feitelijk een — [843, 2024, 1065, 2124]
paragraph: Boven al denkt aan de bieze, die in haar slijk uw Christelijk onderwijs. — [604, 1405, 826, 1431]
paragraph: Zoo zijn het dus de stipulatiën die den dienstleven band leggen, en het is krachtens deze stipulatiën dat de kerk over hare leden zeggenschap heeft, om hen te vermanen, toezicht op hen uit te oefenen, ze onder discipline te plaatsen, en de nakoming van de kerkelijke verplichtingen van hen te eischen. — [843, 331, 1065, 431]
fragment-line: Toneel, — [1410, 1874, 1448, 1887]
fragment-line: ijken kenn — [1410, 1539, 1464, 1552]
paragraph: In breeden kring toch beschouwt men ook onder de belijdende Christenen de leer van Arminius over den vrijen wil en de genade als op zijn zachtst genomen onschuldig, en liever nog neemt men haar als profijtelijk over. — [1083, 719, 1305, 794]
fragment-line: begig heb — [1410, 1341, 1462, 1354]
fragment-line: hebbers de — [1410, 895, 1468, 908]
fragment-line: logen e — [1410, 1019, 1448, 1032]
paragraph: Of is niet de historie, is het verleden waaruit we opkwamen, is het niet de moeder, uit wier schoot we geboren zijn, en aan wier borst we het eerste levensvocht hebben ingedronken? — [604, 449, 826, 511]
paragraph: Dit toezicht moet derhalve door stipulatiën of bij overeenkomst tot stand komen. De schoolvereeniging moet condities aanbieden, en de kerkeraad moet deze condities beoordeelen. — [843, 1060, 1065, 1123]
paragraph: Weg, weg met dit bestuur leerregelen van Dordt, met die vermolmde belijdenis. Wat ons de oude vaderen in het geloof overleverden, blijft als oud vuilnis liggen. Kerkelijk leven zonder waarheid, geloof zonder belijdenis, zondaar zonder dat hij zich ooit aan eenige schuld verbonden weet. — [364, 1825, 586, 1925]
fragment-line: van het Nieu — [1410, 1788, 1476, 1800]
fragment-line: vergoelijk — [1410, 473, 1462, 486]
fragment-line: lingsverzen — [1410, 883, 1470, 896]
